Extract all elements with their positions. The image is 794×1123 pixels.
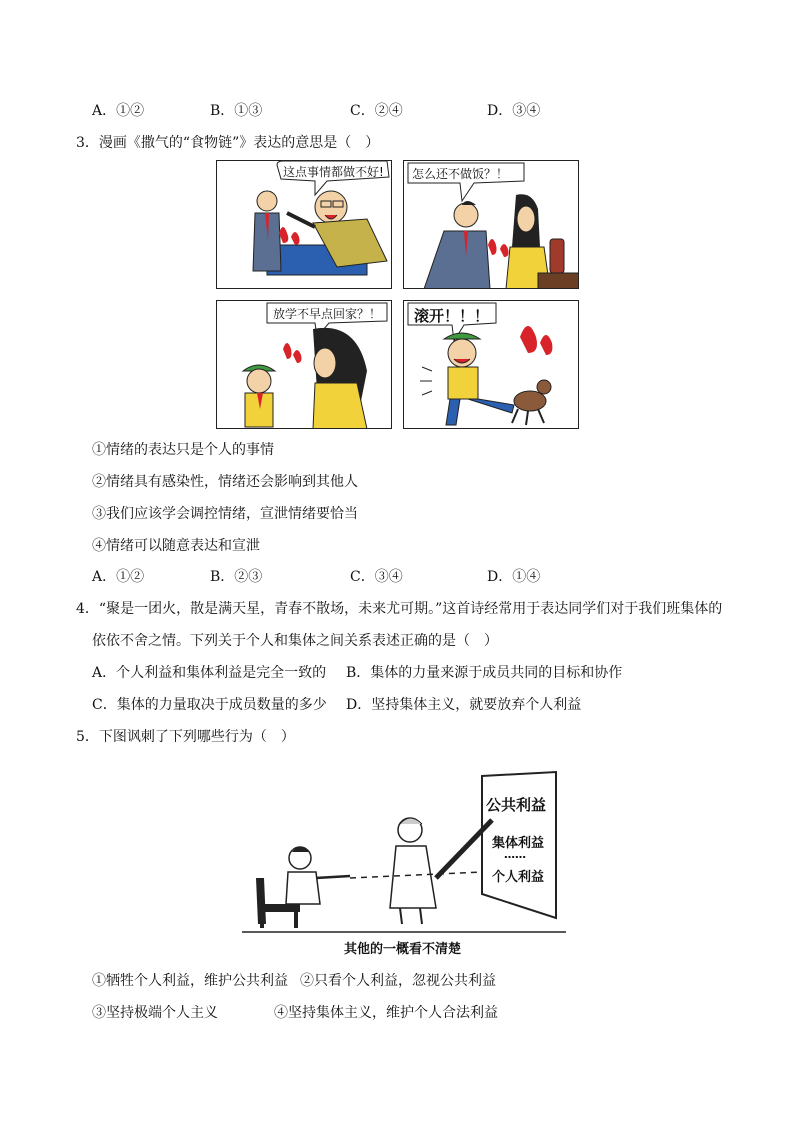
comic-panel-4-speech: 滚开！！！ bbox=[414, 307, 490, 325]
comic-panel-1-drawing bbox=[217, 161, 392, 289]
q5-stem: 5．下图讽刺了下列哪些行为（ ） bbox=[76, 729, 295, 745]
sign-dots: …… bbox=[504, 848, 526, 861]
comic-panel-2-speech: 怎么还不做饭？！ bbox=[412, 167, 509, 181]
sign-public-interest: 公共利益 bbox=[486, 796, 547, 814]
q3-option-a: A．①② bbox=[92, 569, 145, 585]
q5-statement-3: ③坚持极端个人主义 bbox=[92, 1005, 218, 1021]
q5-statement-1: ①牺牲个人利益，维护公共利益 bbox=[92, 973, 288, 989]
q4-option-c: C．集体的力量取决于成员数量的多少 bbox=[92, 697, 327, 713]
q4-option-b: B．集体的力量来源于成员共同的目标和协作 bbox=[346, 665, 623, 681]
q3-statement-4: ④情绪可以随意表达和宣泄 bbox=[92, 538, 260, 554]
comic-panel-4 bbox=[403, 300, 579, 429]
q3-statement-2: ②情绪具有感染性，情绪还会影响到其他人 bbox=[92, 474, 358, 490]
sign-collective-interest: 集体利益 bbox=[492, 836, 545, 851]
q2-option-c: C．②④ bbox=[350, 103, 403, 119]
q3-option-c: C．③④ bbox=[350, 569, 403, 585]
q4-option-d: D．坚持集体主义，就要放弃个人利益 bbox=[346, 697, 582, 713]
q3-stem: 3．漫画《撒气的“食物链”》表达的意思是（ ） bbox=[76, 135, 380, 151]
q2-option-a: A．①② bbox=[92, 103, 145, 119]
q5-statement-2: ②只看个人利益，忽视公共利益 bbox=[300, 973, 496, 989]
q5-statement-4: ④坚持集体主义，维护个人合法利益 bbox=[274, 1005, 498, 1021]
comic-panel-3 bbox=[216, 300, 392, 429]
q3-statement-3: ③我们应该学会调控情绪，宣泄情绪要恰当 bbox=[92, 506, 358, 522]
q3-statement-1: ①情绪的表达只是个人的事情 bbox=[92, 442, 274, 458]
q3-option-b: B．②③ bbox=[210, 569, 263, 585]
q3-option-d: D．①④ bbox=[487, 569, 541, 585]
q2-option-d: D．③④ bbox=[487, 103, 541, 119]
q5-cartoon-caption: 其他的一概看不清楚 bbox=[344, 942, 462, 957]
sign-personal-interest: 个人利益 bbox=[492, 870, 545, 885]
comic-panel-1 bbox=[216, 160, 392, 289]
comic-panel-3-speech: 放学不早点回家？！ bbox=[273, 307, 382, 321]
q4-option-a: A．个人利益和集体利益是完全一致的 bbox=[92, 665, 327, 681]
q2-option-b: B．①③ bbox=[210, 103, 263, 119]
q5-cartoon bbox=[230, 768, 570, 963]
q4-stem-line-1: 4．“聚是一团火，散是满天星，青春不散场，未来尤可期。”这首诗经常用于表达同学们对于我们班集体的 bbox=[76, 601, 723, 617]
comic-panel-1-speech: 这点事情都做不好! bbox=[283, 165, 384, 179]
q4-stem-line-2: 依依不舍之情。下列关于个人和集体之间关系表述正确的是（ ） bbox=[92, 633, 498, 649]
comic-panel-2 bbox=[403, 160, 579, 289]
